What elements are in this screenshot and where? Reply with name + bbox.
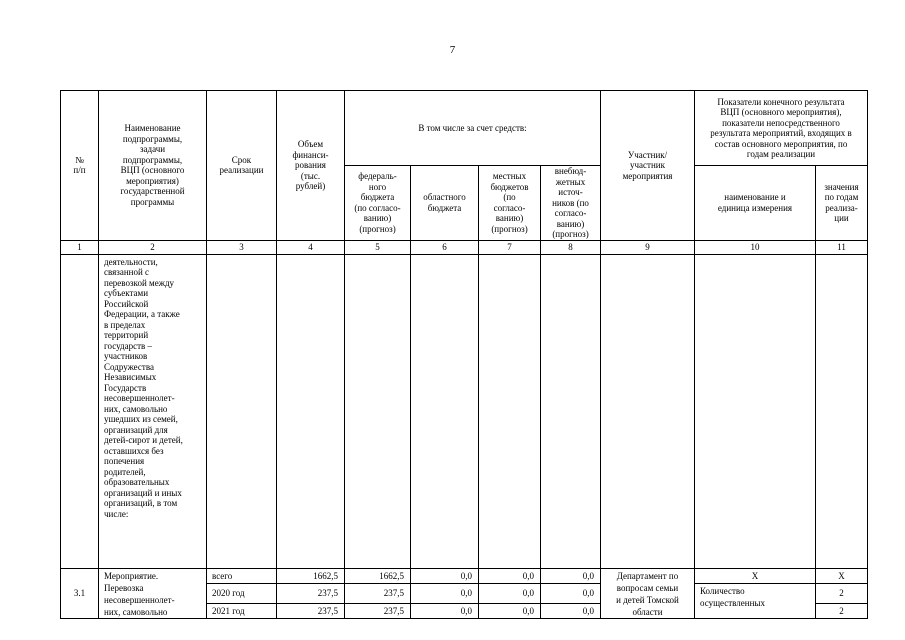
- header-col-name: Наименование подпрограммы, задачи подпрограммы, ВЦП (основного мероприятия) государственной программы: [99, 91, 207, 241]
- period-cell: 2020 год: [207, 583, 277, 603]
- header-col-federal: федераль- ного бюджета (по согласо- ванию) (прогноз): [345, 166, 411, 241]
- regional-cell: 0,0: [411, 603, 479, 618]
- indicator-value-cell: 2: [816, 583, 868, 603]
- column-number: 11: [816, 240, 868, 254]
- period-cell: 2021 год: [207, 603, 277, 618]
- column-number: 1: [61, 240, 99, 254]
- indicator-name-cell: Количество осуществленных: [695, 583, 816, 618]
- header-col-total: Объем финанси- рования (тыс. рублей): [277, 91, 345, 241]
- column-number: 6: [411, 240, 479, 254]
- extra-cell: 0,0: [541, 603, 601, 618]
- header-row-1: [61, 91, 868, 166]
- header-col-indicator-name: наименование и единица измерения: [695, 166, 816, 241]
- column-number: 5: [345, 240, 411, 254]
- column-number: 7: [479, 240, 541, 254]
- program-table: [60, 90, 868, 619]
- item-number: 3.1: [61, 568, 99, 618]
- total-cell: 237,5: [277, 603, 345, 618]
- header-col-number: № п/п: [61, 91, 99, 241]
- total-cell: 1662,5: [277, 568, 345, 583]
- regional-cell: 0,0: [411, 583, 479, 603]
- header-col-period: Срок реализации: [207, 91, 277, 241]
- indicator-value-cell: 2: [816, 603, 868, 618]
- item-name: Мероприятие. Перевозка несовершеннолет- них, самовольно: [99, 568, 207, 618]
- period-cell: всего: [207, 568, 277, 583]
- federal-cell: 237,5: [345, 583, 411, 603]
- column-number: 10: [695, 240, 816, 254]
- header-col-participant: Участник/ участник мероприятия: [601, 91, 695, 241]
- column-number: 3: [207, 240, 277, 254]
- continuation-text: деятельности, связанной с перевозкой между субъектами Российской Федерации, а также в пределах территорий государств – участников Содружества Независимых Государств несовершеннолет- них, самовольно ушедших из семей, организаций для детей-сирот и детей, оставшихся без попечения родителей, образовательных организаций и иных организаций, в том числе:: [99, 254, 207, 568]
- local-cell: 0,0: [479, 583, 541, 603]
- column-number: 2: [99, 240, 207, 254]
- continuation-row: [61, 254, 868, 568]
- column-number: 8: [541, 240, 601, 254]
- local-cell: 0,0: [479, 603, 541, 618]
- header-col-indicator-value: значения по годам реализа- ции: [816, 166, 868, 241]
- extra-cell: 0,0: [541, 568, 601, 583]
- column-number-row: [61, 240, 868, 254]
- header-group-indicators: Показатели конечного результата ВЦП (основного мероприятия), показатели непосредственного результата мероприятий, входящих в состав основного мероприятия, по годам реализации: [695, 91, 868, 166]
- regional-cell: 0,0: [411, 568, 479, 583]
- column-number: 4: [277, 240, 345, 254]
- local-cell: 0,0: [479, 568, 541, 583]
- indicator-value-cell: Х: [816, 568, 868, 583]
- header-col-extra: внебюд- жетных источ- ников (по согласо- ванию) (прогноз): [541, 166, 601, 241]
- column-number: 9: [601, 240, 695, 254]
- indicator-name-cell: Х: [695, 568, 816, 583]
- total-cell: 237,5: [277, 583, 345, 603]
- federal-cell: 1662,5: [345, 568, 411, 583]
- table-row: [61, 568, 868, 583]
- header-col-regional: областного бюджета: [411, 166, 479, 241]
- header-col-local: местных бюджетов (по согласо- ванию) (прогноз): [479, 166, 541, 241]
- participant-cell: Департамент по вопросам семьи и детей Томской области: [601, 568, 695, 618]
- federal-cell: 237,5: [345, 603, 411, 618]
- page-number: 7: [449, 44, 456, 56]
- header-group-funding: В том числе за счет средств:: [345, 91, 601, 166]
- extra-cell: 0,0: [541, 583, 601, 603]
